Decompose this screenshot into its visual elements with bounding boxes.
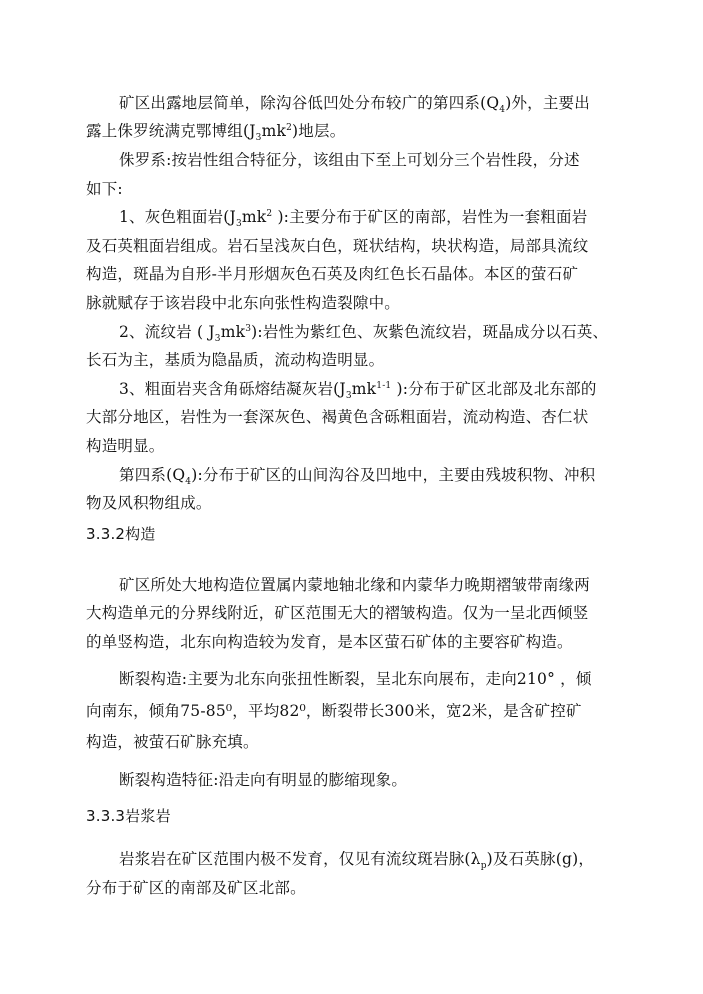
paragraph-9-line-1: 断裂构造特征:沿走向有明显的膨缩现象。 bbox=[119, 771, 408, 789]
paragraph-2-line-1: 侏罗系:按岩性组合特征分，该组由下至上可划分三个岩性段，分述 bbox=[119, 151, 580, 169]
paragraph-3-line-3: 构造，斑晶为自形-半月形烟灰色石英及肉红色长石晶体。本区的萤石矿 bbox=[86, 265, 579, 283]
paragraph-1-line-1: 矿区出露地层简单，除沟谷低凹处分布较广的第四系$(Q_4)$外，主要出 bbox=[119, 94, 590, 116]
paragraph-5-line-3: 构造明显。 bbox=[86, 437, 165, 455]
paragraph-8-line-2: 向南东，倾角75-85⁰，平均82⁰，断裂带长300米，宽2米，是含矿控矿 bbox=[86, 702, 582, 720]
paragraph-10-line-1: 岩浆岩在矿区范围内极不发育，仅见有流纹斑岩脉$(\lambda_p)$及石英脉(g)， bbox=[119, 850, 595, 872]
paragraph-6-line-1: 第四系$(Q_4)$:分布于矿区的山间沟谷及凹地中，主要由残坡积物、冲积 bbox=[119, 466, 596, 488]
paragraph-1-line-2: 露上侏罗统满克鄂博组$(J_3mk^2)$地层。 bbox=[86, 122, 346, 144]
paragraph-3-line-2: 及石英粗面岩组成。岩石呈浅灰白色，斑状结构，块状构造，局部具流纹 bbox=[86, 237, 589, 255]
paragraph-10-line-2: 分布于矿区的南部及矿区北部。 bbox=[86, 879, 306, 897]
paragraph-7-line-3: 的单竖构造，北东向构造较为发育，是本区萤石矿体的主要容矿构造。 bbox=[86, 633, 573, 651]
paragraph-4-line-1: 2、流纹岩 ( $J_3mk^3$):岩性为紫红色、灰紫色流纹岩，斑晶成分以石英、 bbox=[119, 323, 609, 345]
section-heading-magmatic-rock: 3.3.3岩浆岩 bbox=[86, 807, 171, 825]
paragraph-6-line-2: 物及风积物组成。 bbox=[86, 494, 212, 512]
paragraph-3-line-1: 1、灰色粗面岩($J_3mk^2$ ):主要分布于矿区的南部，岩性为一套粗面岩 bbox=[119, 208, 588, 230]
paragraph-2-line-2: 如下: bbox=[86, 180, 123, 198]
paragraph-3-line-4: 脉就赋存于该岩段中北东向张性构造裂隙中。 bbox=[86, 294, 401, 312]
paragraph-5-line-2: 大部分地区，岩性为一套深灰色、褐黄色含砾粗面岩，流动构造、杏仁状 bbox=[86, 408, 589, 426]
paragraph-8-line-3: 构造，被萤石矿脉充填。 bbox=[86, 733, 259, 751]
paragraph-7-line-2: 大构造单元的分界线附近，矿区范围无大的褶皱构造。仅为一呈北西倾竖 bbox=[86, 604, 589, 622]
section-heading-structure: 3.3.2构造 bbox=[86, 525, 156, 543]
paragraph-5-line-1: 3、粗面岩夹含角砾熔结凝灰岩($J_3mk^{1-1}$ ):分布于矿区北部及北东部的 bbox=[119, 380, 597, 402]
paragraph-4-line-2: 长石为主，基质为隐晶质，流动构造明显。 bbox=[86, 351, 385, 369]
paragraph-7-line-1: 矿区所处大地构造位置属内蒙地轴北缘和内蒙华力晚期褶皱带南缘两 bbox=[119, 576, 591, 594]
paragraph-8-line-1: 断裂构造:主要为北东向张扭性断裂，呈北东向展布，走向210° ，倾 bbox=[119, 670, 592, 688]
